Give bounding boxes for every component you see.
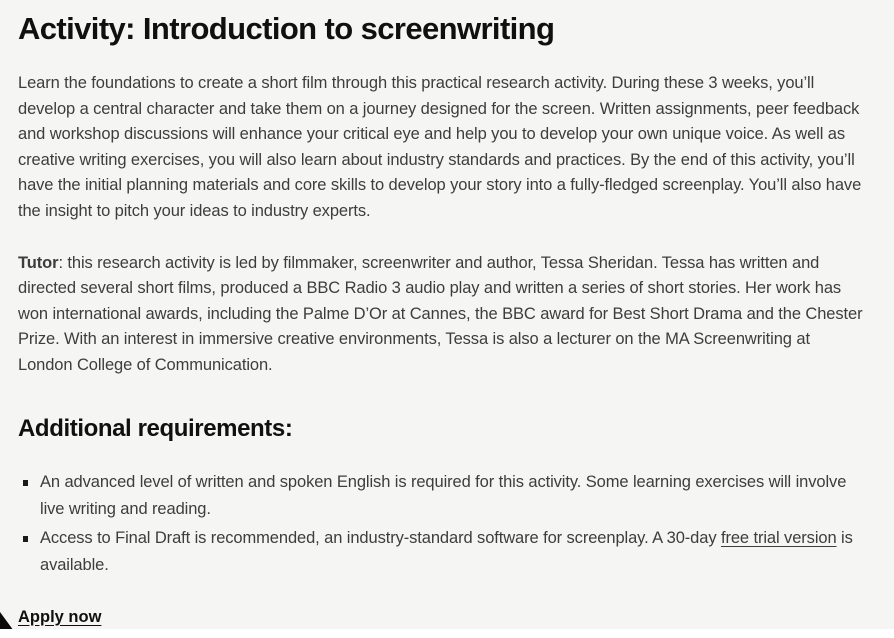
apply-now-link[interactable]: Apply now bbox=[18, 607, 102, 626]
tutor-paragraph bbox=[18, 251, 864, 379]
page-title: Activity: Introduction to screenwriting bbox=[18, 11, 555, 46]
additional-requirements-heading: Additional requirements: bbox=[18, 414, 293, 442]
list-item-english-requirement bbox=[40, 469, 864, 524]
cursor-arrow-icon bbox=[0, 612, 19, 629]
tutor-text: : this research activity is led by filmmaker, screenwriter and author, Tessa Sheridan. Tessa has written and directed several short films, produced a BBC Radio 3 audio play and written a series of short stories. Her work has won international awards, including the Palme D’Or at Cannes, the BBC award for Best Short Drama and the Chester Prize. With an interest in immersive creative environments, Tessa is also a lecturer on the MA Screenwriting at London College of Communication. bbox=[18, 253, 863, 374]
list-item-final-draft-requirement bbox=[40, 525, 864, 580]
square-bullet-icon bbox=[23, 536, 28, 542]
requirement-text-after: is available. bbox=[40, 528, 853, 575]
free-trial-version-link[interactable]: free trial version bbox=[720, 528, 837, 547]
intro-paragraph: Learn the foundations to create a short film through this practical research activity. During these 3 weeks, you’ll develop a central character and take them on a journey designed for the screen. Written assignments, peer feedback and workshop discussions will enhance your critical eye and help you to develop your own unique voice. As well as creative writing exercises, you will also learn about industry standards and practices. By the end of this activity, you’ll have the initial planning materials and core skills to develop your story into a fully-fledged screenplay. You’ll also have the insight to pitch your ideas to industry experts. bbox=[18, 74, 862, 220]
square-bullet-icon bbox=[23, 480, 28, 486]
requirement-text: An advanced level of written and spoken English is required for this activity. Some learning exercises will involve live writing and reading. bbox=[40, 472, 847, 519]
tutor-label: Tutor bbox=[18, 253, 59, 272]
requirement-text: Access to Final Draft is recommended, an industry-standard software for screenplay. A 30-day bbox=[40, 528, 721, 547]
requirements-list bbox=[18, 469, 864, 580]
